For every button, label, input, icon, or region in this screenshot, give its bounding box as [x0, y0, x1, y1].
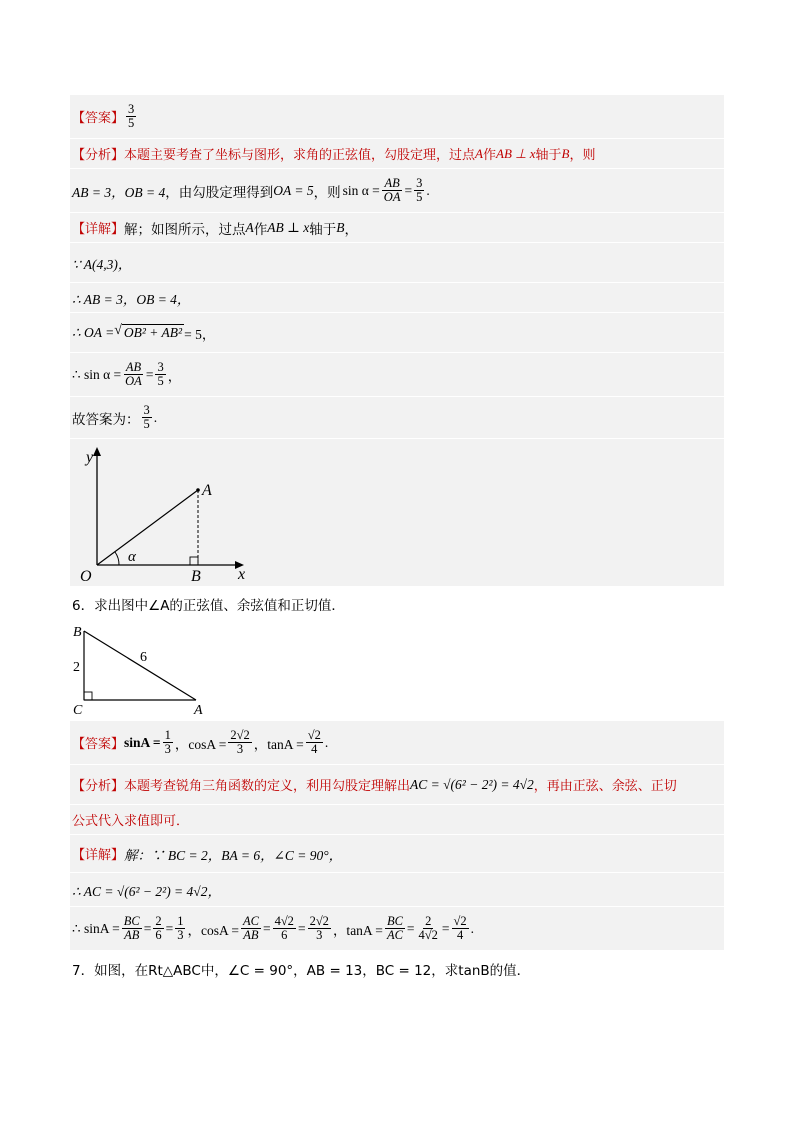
analysis-text: 本题主要考查了坐标与图形，求角的正弦值，勾股定理，过点 — [124, 148, 476, 163]
triangle-figure — [72, 621, 232, 719]
analysis-tag: 【分析】 — [72, 779, 125, 794]
q6-step-2: ∴ sinA = $\frac{BC}{AB}$ = $\frac{2}{6}$ = $\frac{1}{3}$ ，cosA = $\frac{AC}{AB}$ = $\frac{4√2}{6}$ = $\frac{2√2}{3}$ ，tanA = $\frac{BC}{AC}$ = $\frac{2}{4√2}$ = $\frac{√2}{4}$ . — [70, 907, 724, 951]
fraction: $\frac{AB}{OA}$ — [125, 359, 142, 388]
square-root: √ OB² + AB² — [114, 323, 183, 341]
answer-fraction: $\frac{3}{5}$ — [128, 101, 135, 130]
q6-detail-row: 【详解】 解：∵ BC = 2，BA = 6，∠C = 90°， — [70, 835, 724, 873]
q6-figure-row — [70, 621, 724, 721]
fraction: $\frac{BC}{AC}$ — [386, 913, 403, 942]
answer-tag: 【答案】 — [72, 111, 125, 126]
label-side-ba: 6 — [140, 650, 147, 665]
q5-step-3: ∴ OA = √ OB² + AB² = 5， — [70, 313, 724, 353]
detail-tag: 【详解】 — [72, 222, 125, 237]
analysis-tag: 【分析】 — [72, 148, 125, 163]
label-a: A — [194, 703, 203, 718]
fraction: $\frac{√2}{4}$ — [453, 913, 467, 942]
q5-step-2: ∴ AB = 3，OB = 4， — [70, 283, 724, 313]
q5-answer-row — [70, 95, 724, 139]
q5-detail-row: 【详解】 解；如图所示，过点 A 作 AB ⊥ x 轴于 B ， — [70, 213, 724, 243]
fraction: $\frac{2}{4√2}$ — [418, 913, 438, 942]
fraction: $\frac{AB}{OA}$ — [383, 175, 401, 204]
fraction: $\frac{BC}{AB}$ — [123, 913, 140, 942]
label-alpha: α — [128, 549, 136, 565]
q5-step-1: ∵ A(4,3)， — [70, 243, 724, 283]
fraction: $\frac{1}{3}$ — [164, 727, 171, 756]
label-o: O — [80, 568, 92, 585]
q5-step-4: ∴ sin α = $\frac{AB}{OA}$ = $\frac{3}{5}$ ， — [70, 353, 724, 397]
q6-answer-row: 【答案】 sinA = $\frac{1}{3}$ ，cosA = $\frac{2√2}{3}$ ，tanA = $\frac{√2}{4}$ . — [70, 721, 724, 765]
fraction: $\frac{√2}{4}$ — [307, 727, 321, 756]
label-x: x — [238, 566, 246, 583]
label-c: C — [73, 703, 83, 718]
q5-figure-row — [70, 439, 724, 587]
fraction: $\frac{AC}{AB}$ — [242, 913, 259, 942]
q5-analysis-row-2: AB = 3，OB = 4 ，由勾股定理得到 OA = 5 ，则 sin α = $\frac{AB}{OA}$ = $\frac{3}{5}$ . — [70, 169, 724, 213]
worksheet-page — [70, 95, 724, 987]
label-y: y — [86, 449, 94, 466]
coordinate-figure — [72, 439, 272, 585]
fraction: $\frac{3}{5}$ — [416, 175, 423, 204]
q5-analysis-row: 【分析】 本题主要考查了坐标与图形，求角的正弦值，勾股定理，过点 A 作 AB ⊥ x 轴于 B ，则 — [70, 139, 724, 169]
fraction: $\frac{2√2}{3}$ — [230, 727, 250, 756]
fraction: $\frac{2}{6}$ — [155, 913, 162, 942]
q5-conclusion: 故答案为： $\frac{3}{5}$ . — [70, 397, 724, 439]
q6-analysis-row: 【分析】 本题考查锐角三角函数的定义，利用勾股定理解出 AC = √(6² − 2²) = 4√2 ，再由正弦、余弦、正切 — [70, 765, 724, 805]
q6-analysis-row-2: 公式代入求值即可． — [70, 805, 724, 835]
label-b: B — [73, 625, 82, 640]
fraction: $\frac{3}{5}$ — [143, 402, 150, 431]
answer-tag: 【答案】 — [72, 737, 125, 752]
fraction: $\frac{4√2}{6}$ — [274, 913, 294, 942]
fraction: $\frac{1}{3}$ — [177, 913, 184, 942]
label-b: B — [191, 568, 201, 585]
label-a: A — [202, 482, 212, 499]
q6-question: 6．求出图中∠A的正弦值、余弦值和正切值． — [70, 587, 724, 621]
detail-tag: 【详解】 — [72, 848, 125, 863]
fraction: $\frac{3}{5}$ — [157, 359, 164, 388]
q7-question: 7．如图，在Rt△ABC中，∠C = 90°，AB = 13，BC = 12，求tanB的值． — [70, 951, 724, 987]
fraction: $\frac{2√2}{3}$ — [309, 913, 329, 942]
q6-step-1: ∴ AC = √(6² − 2²) = 4√2， — [70, 873, 724, 907]
label-side-bc: 2 — [73, 660, 80, 675]
